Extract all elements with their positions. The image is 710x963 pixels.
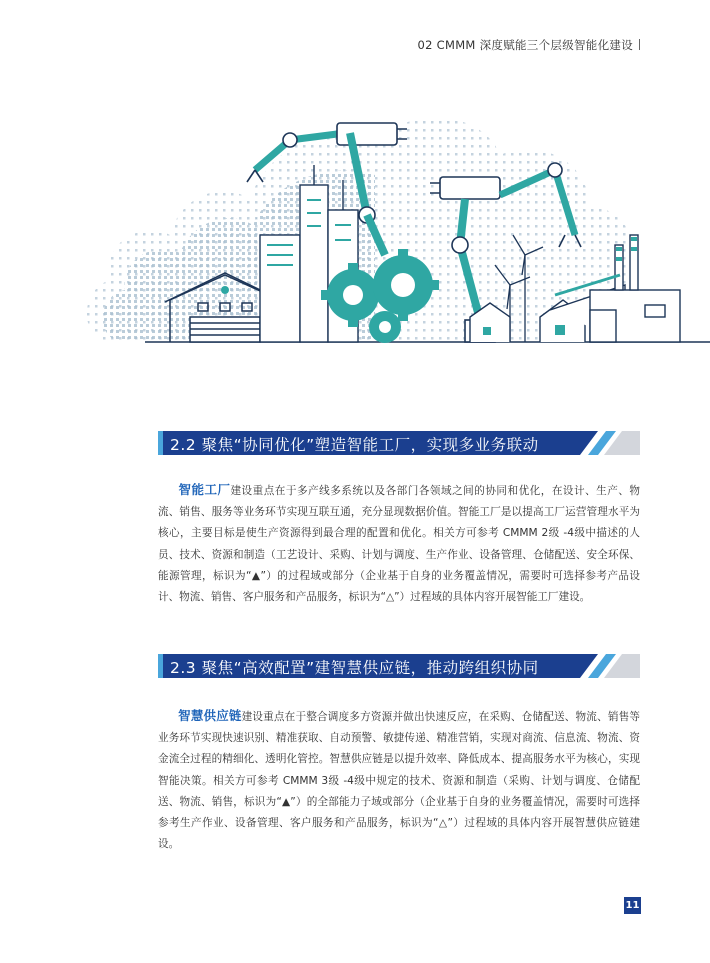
section-2-2-title: 2.2 聚焦“协同优化”塑造智能工厂，实现多业务联动 (170, 436, 539, 454)
section-2-3-body (158, 705, 640, 855)
section-2-2-banner (158, 431, 640, 455)
running-header (417, 37, 640, 53)
section-2-2-paragraph: 建设重点在于多产线多系统以及各部门各领域之间的协同和优化，在设计、生产、物流、销售、服务等业务环节实现互联互通，充分显现数据价值。智能工厂是以提高工厂运营管理水平为核心，主要目标是使生产资源得到最合理的配置和优化。相关方可参考 CMMM 2级 -4级中描述的人员、技术、资源和制造（工艺设计、采购、计划与调度、生产作业、设备管理、仓储配送、安全环保、能源管理，标识为“▲”）的过程域或部分（企业基于自身的业务覆盖情况，需要时可选择参考产品设计、物流、销售、客户服务和产品服务，标识为“△”）过程域的具体内容开展智能工厂建设。 (158, 485, 640, 604)
page-number: 11 (624, 897, 641, 914)
section-2-2-lead-term: 智能工厂 (178, 482, 231, 497)
section-2-3-paragraph: 建设重点在于整合调度多方资源并做出快速反应，在采购、仓储配送、物流、销售等业务环节实现快速识别、精准获取、自动预警、敏捷传递、精准营销，实现对商流、信息流、物流、资金流全过程的精细化、透明化管控。智慧供应链是以提升效率、降低成本、提高服务水平为核心，实现智能决策。相关方可参考 CMMM 3级 -4级中规定的技术、资源和制造（采购、计划与调度、仓储配送、物流、销售，标识为“▲”）的全部能力子域或部分（企业基于自身的业务覆盖情况，需要时可选择参考生产作业、设备管理、客户服务和产品服务，标识为“△”）过程域的具体内容开展智慧供应链建设。 (158, 711, 640, 851)
section-2-2-body (158, 479, 640, 608)
section-2-3-banner (158, 654, 640, 678)
running-header-text: 02 CMMM 深度赋能三个层级智能化建设 (417, 38, 633, 52)
smart-industry-illustration (85, 95, 710, 350)
section-2-3-title: 2.3 聚焦“高效配置”建智慧供应链，推动跨组织协同 (170, 659, 539, 677)
banner-left-accent (158, 431, 163, 455)
banner-left-accent (158, 654, 163, 678)
header-divider (639, 39, 640, 50)
section-2-3-lead-term: 智慧供应链 (178, 708, 242, 723)
